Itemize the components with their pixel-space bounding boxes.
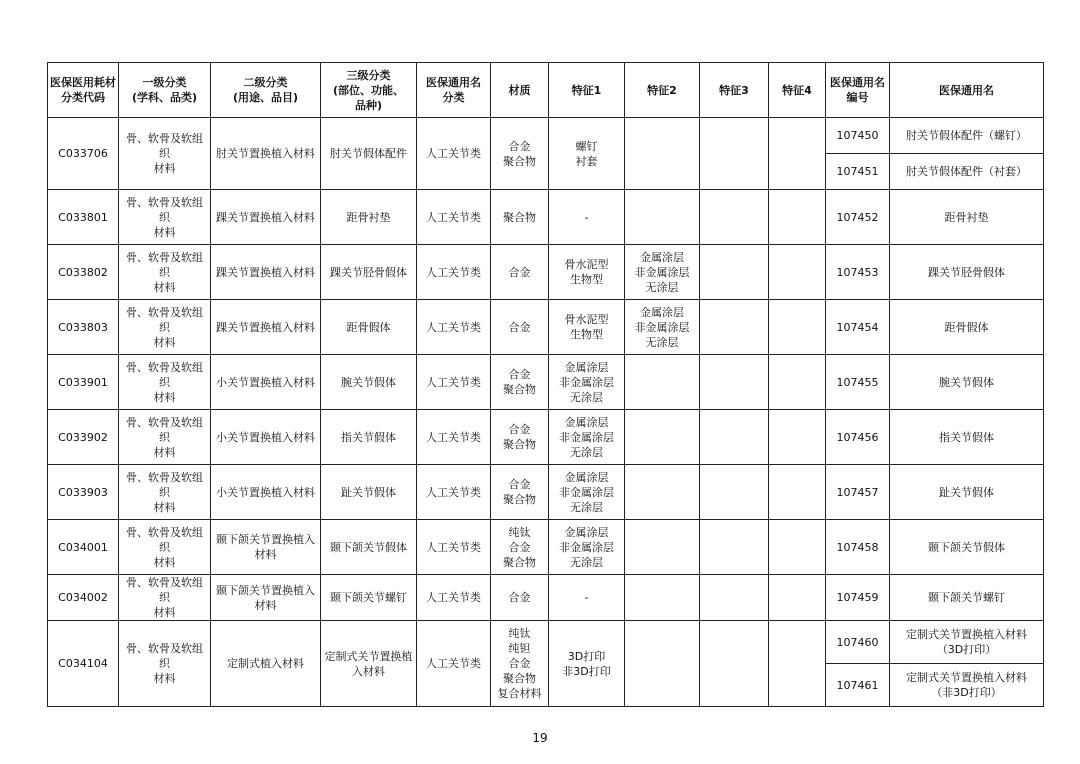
row-level2: 踝关节置换植入材料 [211,300,321,355]
row-level2: 颞下颌关节置换植入 材料 [211,575,321,621]
row-level2: 小关节置换植入材料 [211,465,321,520]
row-level3: 踝关节胫骨假体 [321,245,417,300]
row-feature3 [700,190,769,245]
row-code: C033903 [48,465,119,520]
row-feature1: - [549,190,625,245]
row-feature2 [625,118,700,190]
row-category: 人工关节类 [417,245,491,300]
row-category: 人工关节类 [417,465,491,520]
row-feature4 [769,190,826,245]
row-material: 合金 [491,245,549,300]
row-level2: 小关节置换植入材料 [211,410,321,465]
row-category: 人工关节类 [417,118,491,190]
row-level3: 距骨衬垫 [321,190,417,245]
row-feature3 [700,410,769,465]
row-feature1: 金属涂层 非金属涂层 无涂层 [549,355,625,410]
row-level1: 骨、软骨及软组织 材料 [119,300,211,355]
header-level3: 三级分类 (部位、功能、 品种) [321,63,417,118]
header-code: 医保医用耗材 分类代码 [48,63,119,118]
table-row [48,410,1044,465]
row-feature2: 金属涂层 非金属涂层 无涂层 [625,300,700,355]
row-id: 107458 [826,520,890,575]
row-level2: 定制式植入材料 [211,621,321,707]
row-feature1: 金属涂层 非金属涂层 无涂层 [549,465,625,520]
row-feature1: 金属涂层 非金属涂层 无涂层 [549,520,625,575]
row-feature1: 骨水泥型 生物型 [549,245,625,300]
row-material: 合金 聚合物 [491,410,549,465]
row-name: 颞下颌关节假体 [890,520,1044,575]
row-material: 纯钛 纯钽 合金 聚合物 复合材料 [491,621,549,707]
row-feature3 [700,300,769,355]
row-feature4 [769,621,826,707]
row-id: 107451 [826,154,890,190]
row-category: 人工关节类 [417,300,491,355]
row-id: 107456 [826,410,890,465]
row-feature1: 骨水泥型 生物型 [549,300,625,355]
row-name: 腕关节假体 [890,355,1044,410]
row-name: 趾关节假体 [890,465,1044,520]
table-row [48,300,1044,355]
header-material: 材质 [491,63,549,118]
row-feature2 [625,465,700,520]
row-category: 人工关节类 [417,621,491,707]
header-feature3: 特征3 [700,63,769,118]
row-feature1: 金属涂层 非金属涂层 无涂层 [549,410,625,465]
row-name: 肘关节假体配件（衬套） [890,154,1044,190]
row-level2: 小关节置换植入材料 [211,355,321,410]
row-name: 定制式关节置换植入材料 （非3D打印） [890,664,1044,707]
row-id: 107452 [826,190,890,245]
row-category: 人工关节类 [417,355,491,410]
row-feature2 [625,621,700,707]
row-category: 人工关节类 [417,190,491,245]
row-feature2 [625,355,700,410]
row-material: 合金 聚合物 [491,355,549,410]
row-feature4 [769,410,826,465]
row-name: 颞下颌关节螺钉 [890,575,1044,621]
row-feature3 [700,355,769,410]
row-id: 107461 [826,664,890,707]
row-level1: 骨、软骨及软组织 材料 [119,355,211,410]
table-row [48,118,1044,154]
row-category: 人工关节类 [417,520,491,575]
row-name: 踝关节胫骨假体 [890,245,1044,300]
row-level1: 骨、软骨及软组织 材料 [119,621,211,707]
catalog-table [47,62,1044,707]
row-feature4 [769,465,826,520]
row-name: 定制式关节置换植入材料 （3D打印） [890,621,1044,664]
row-feature3 [700,520,769,575]
row-level1: 骨、软骨及软组织 材料 [119,465,211,520]
header-level1: 一级分类 (学科、品类) [119,63,211,118]
row-id: 107450 [826,118,890,154]
row-level2: 踝关节置换植入材料 [211,245,321,300]
row-code: C033901 [48,355,119,410]
row-category: 人工关节类 [417,410,491,465]
row-material: 合金 聚合物 [491,118,549,190]
header-row [48,63,1044,118]
row-code: C034104 [48,621,119,707]
header-feature1: 特征1 [549,63,625,118]
row-level3: 颞下颌关节螺钉 [321,575,417,621]
table-row [48,190,1044,245]
row-code: C033902 [48,410,119,465]
row-level1: 骨、软骨及软组织 材料 [119,190,211,245]
row-feature2 [625,520,700,575]
row-feature4 [769,520,826,575]
row-level2: 踝关节置换植入材料 [211,190,321,245]
row-material: 合金 [491,300,549,355]
row-id: 107453 [826,245,890,300]
row-feature3 [700,621,769,707]
row-level1: 骨、软骨及软组织 材料 [119,520,211,575]
row-material: 合金 [491,575,549,621]
header-id: 医保通用名 编号 [826,63,890,118]
row-feature3 [700,575,769,621]
row-code: C033706 [48,118,119,190]
row-feature2 [625,410,700,465]
row-feature1: 3D打印 非3D打印 [549,621,625,707]
row-feature4 [769,575,826,621]
row-feature3 [700,245,769,300]
row-feature1: - [549,575,625,621]
row-material: 纯钛 合金 聚合物 [491,520,549,575]
row-name: 距骨假体 [890,300,1044,355]
row-feature3 [700,118,769,190]
header-feature4: 特征4 [769,63,826,118]
row-material: 聚合物 [491,190,549,245]
row-code: C033801 [48,190,119,245]
row-id: 107455 [826,355,890,410]
row-id: 107454 [826,300,890,355]
table-row [48,465,1044,520]
table-row [48,621,1044,664]
row-id: 107457 [826,465,890,520]
row-level3: 指关节假体 [321,410,417,465]
row-level3: 腕关节假体 [321,355,417,410]
row-category: 人工关节类 [417,575,491,621]
row-material: 合金 聚合物 [491,465,549,520]
row-level3: 颞下颌关节假体 [321,520,417,575]
row-level1: 骨、软骨及软组织 材料 [119,410,211,465]
row-level3: 定制式关节置换植 入材料 [321,621,417,707]
row-level1: 骨、软骨及软组织 材料 [119,118,211,190]
row-feature1: 螺钉 衬套 [549,118,625,190]
row-level1: 骨、软骨及软组织 材料 [119,245,211,300]
table-row [48,245,1044,300]
row-code: C033802 [48,245,119,300]
row-level3: 距骨假体 [321,300,417,355]
table-row [48,355,1044,410]
row-code: C033803 [48,300,119,355]
row-id: 107459 [826,575,890,621]
table-row [48,520,1044,575]
row-feature4 [769,355,826,410]
row-feature2 [625,190,700,245]
page-number: 19 [532,731,548,745]
row-code: C034002 [48,575,119,621]
header-level2: 二级分类 (用途、品目) [211,63,321,118]
header-name: 医保通用名 [890,63,1044,118]
table-body [48,118,1044,707]
table-row [48,575,1044,621]
header-category: 医保通用名 分类 [417,63,491,118]
row-feature2 [625,575,700,621]
row-feature4 [769,118,826,190]
row-name: 肘关节假体配件（螺钉） [890,118,1044,154]
row-feature4 [769,300,826,355]
row-feature2: 金属涂层 非金属涂层 无涂层 [625,245,700,300]
row-level1: 骨、软骨及软组织 材料 [119,575,211,621]
row-id: 107460 [826,621,890,664]
header-feature2: 特征2 [625,63,700,118]
row-level2: 颞下颌关节置换植入 材料 [211,520,321,575]
row-name: 指关节假体 [890,410,1044,465]
row-name: 距骨衬垫 [890,190,1044,245]
row-feature3 [700,465,769,520]
row-level3: 趾关节假体 [321,465,417,520]
row-level2: 肘关节置换植入材料 [211,118,321,190]
row-feature4 [769,245,826,300]
row-code: C034001 [48,520,119,575]
row-level3: 肘关节假体配件 [321,118,417,190]
